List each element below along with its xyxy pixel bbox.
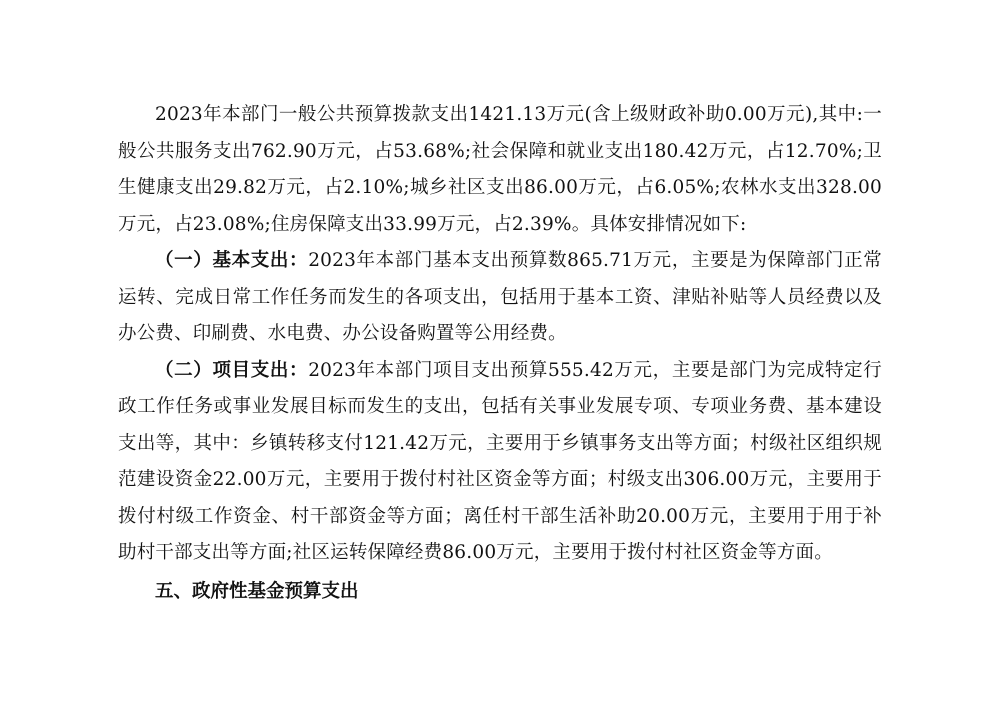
intro-paragraph bbox=[118, 97, 882, 243]
basic-expenditure-heading: （一）基本支出： bbox=[155, 250, 309, 271]
intro-text: 2023年本部门一般公共预算拨款支出1421.13万元(含上级财政补助0.00万元),其中:一般公共服务支出762.90万元，占53.68%;社会保障和就业支出180.42万元，占12.70%;卫生健康支出29.82万元，占2.10%;城乡社区支出86.00万元，占6.05%;农林水支出328.00万元，占23.08%;住房保障支出33.99万元，占2.39%。具体安排情况如下: bbox=[118, 104, 882, 235]
section-heading: 五、政府性基金预算支出 bbox=[155, 580, 359, 602]
project-expenditure-heading: （二）项目支出： bbox=[155, 359, 309, 381]
project-expenditure-paragraph bbox=[118, 353, 882, 572]
basic-expenditure-text: 2023年本部门基本支出预算数865.71万元，主要是为保障部门正常运转、完成日常工作任务而发生的各项支出，包括用于基本工资、津贴补贴等人员经费以及办公费、印刷费、水电费、办公设备购置等公用经费。 bbox=[118, 250, 882, 344]
project-expenditure-text: 2023年本部门项目支出预算555.42万元，主要是部门为完成特定行政工作任务或事业发展目标而发生的支出，包括有关事业发展专项、专项业务费、基本建设支出等，其中：乡镇转移支付121.42万元，主要用于乡镇事务支出等方面；村级社区组织规范建设资金22.00万元，主要用于拨付村社区资金等方面；村级支出306.00万元，主要用于拨付村级工作资金、村干部资金等方面；离任村干部生活补助20.00万元，主要用于用于补助村干部支出等方面;社区运转保障经费86.00万元，主要用于拨付村社区资金等方面。 bbox=[118, 359, 882, 563]
basic-expenditure-paragraph bbox=[118, 243, 882, 353]
